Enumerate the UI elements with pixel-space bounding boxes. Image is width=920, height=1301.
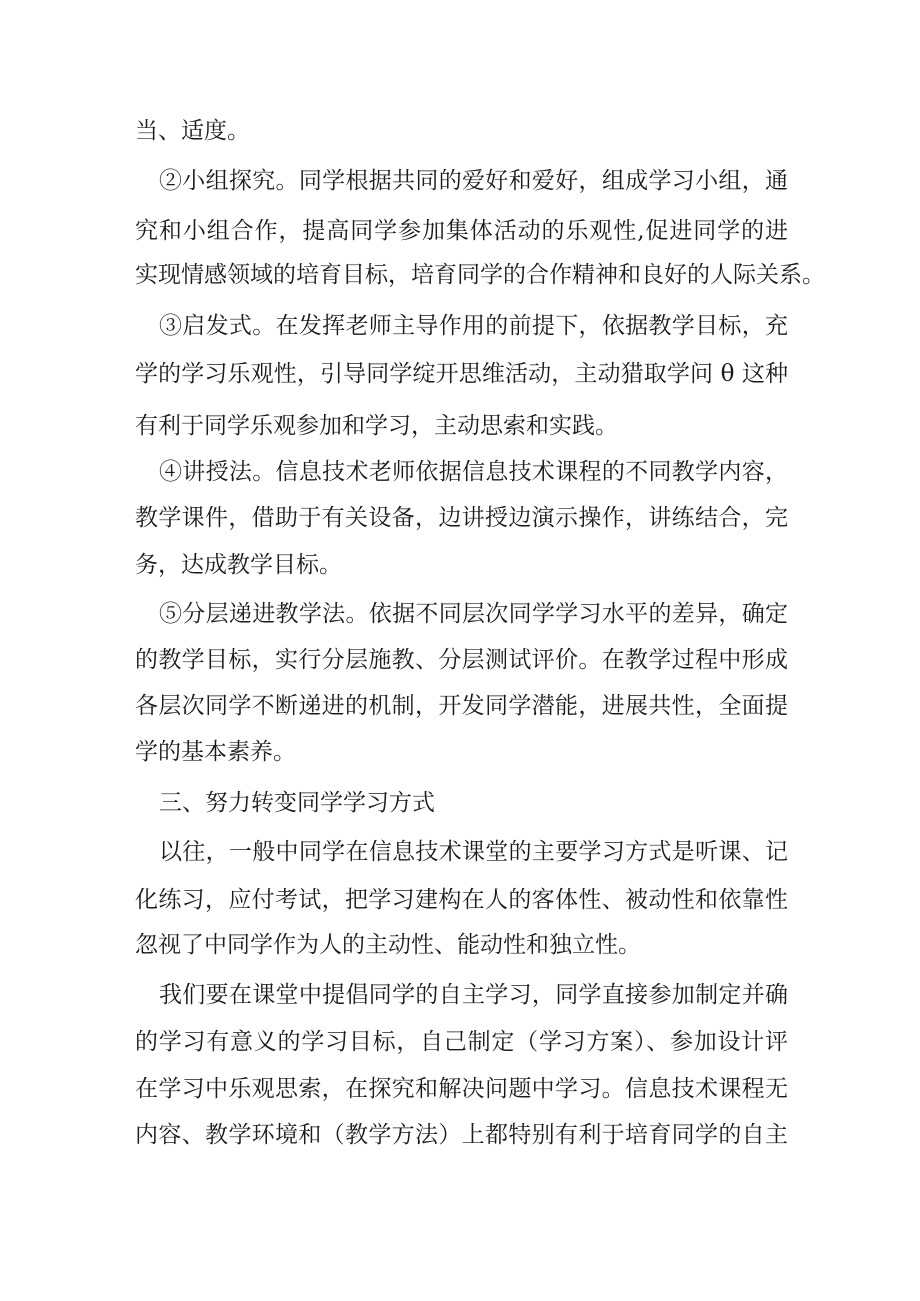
text-line: 我们要在课堂中提倡同学的自主学习，同学直接参加制定并确 xyxy=(159,982,788,1008)
text-line: ④讲授法。信息技术老师依据信息技术课程的不同教学内容， xyxy=(159,459,788,485)
text-line: 有利于同学乐观参加和学习，主动思索和实践。 xyxy=(135,413,618,439)
section-heading: 三、努力转变同学学习方式 xyxy=(159,790,435,816)
text-line: 学的基本素养。 xyxy=(135,739,296,765)
text-line: 以往，一般中同学在信息技术课堂的主要学习方式是听课、记 xyxy=(159,839,788,865)
text-line: 各层次同学不断递进的机制，开发同学潜能，进展共性，全面提 xyxy=(135,693,788,719)
text-line: 究和小组合作，提高同学参加集体活动的乐观性,促进同学的进 xyxy=(135,218,788,244)
text-line: 务，达成教学目标。 xyxy=(135,552,342,578)
text-line: 当、适度。 xyxy=(135,118,250,144)
text-line: 的学习有意义的学习目标，自己制定（学习方案）、参加设计评 xyxy=(135,1029,788,1055)
text-line: ③启发式。在发挥老师主导作用的前提下，依据教学目标，充 xyxy=(159,313,788,339)
text-line: 忽视了中同学作为人的主动性、能动性和独立性。 xyxy=(135,932,641,958)
text-line: 教学课件，借助于有关设备，边讲授边演示操作，讲练结合，完 xyxy=(135,505,788,531)
text-line: ②小组探究。同学根据共同的爱好和爱好，组成学习小组，通 xyxy=(159,168,788,194)
text-line: 的教学目标，实行分层施教、分层测试评价。在教学过程中形成 xyxy=(135,647,788,673)
text-line: 学的学习乐观性，引导同学绽开思维活动，主动猎取学问 θ 这种 xyxy=(135,361,788,387)
text-line: 内容、教学环境和（教学方法）上都特别有利于培育同学的自主 xyxy=(135,1122,788,1148)
text-line: 在学习中乐观思索，在探究和解决问题中学习。信息技术课程无 xyxy=(135,1076,788,1102)
text-line: ⑤分层递进教学法。依据不同层次同学学习水平的差异，确定 xyxy=(159,601,788,627)
text-line: 实现情感领域的培育目标，培育同学的合作精神和良好的人际关系。 xyxy=(135,262,825,288)
text-line: 化练习，应付考试，把学习建构在人的客体性、被动性和依靠性 xyxy=(135,887,788,913)
